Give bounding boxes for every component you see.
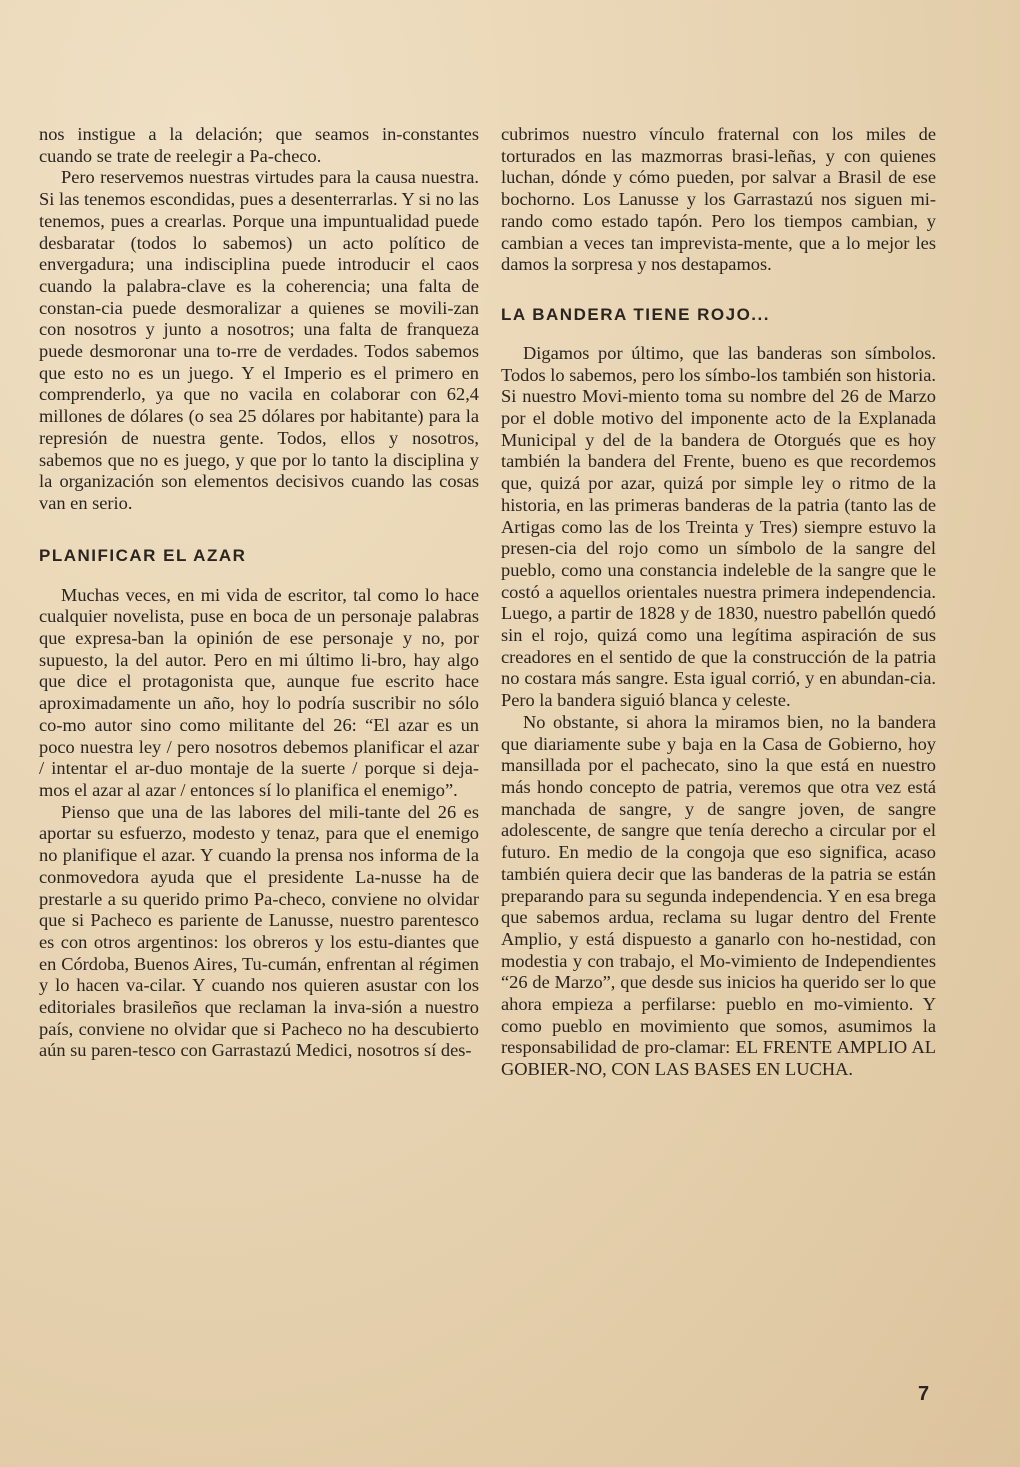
paragraph: cubrimos nuestro vínculo fraternal con los miles de torturados en las mazmorras brasi-leñas, y con quienes luchan, dónde y cómo pueden, por salvar a Brasil de ese bochorno. Los Lanusse y los Garrastazú nos siguen mi-rando como estado tapón. Pero los tiempos cambian, y cambian a veces tan imprevista-mente, que a lo mejor les damos la sorpresa y nos destapamos. bbox=[501, 124, 936, 275]
paragraph: Digamos por último, que las banderas son símbolos. Todos lo sabemos, pero los símbo-los también son historia. Si nuestro Movi-miento toma su nombre del 26 de Marzo por el doble motivo del imponente acto de la Explanada Municipal y del de la bandera de Otorgués que es hoy también la bandera del Frente, bueno es que recordemos que, quizá por azar, quizá por simple ley o ritmo de la historia, en las primeras banderas de la patria (tanto las de Artigas como las de los Treinta y Tres) siempre estuvo la presen-cia del rojo como un símbolo de la sangre del pueblo, como una constancia indeleble de la sangre que le costó a aquellos orientales nuestra primera independencia. Luego, a partir de 1828 y de 1830, nuestro pabellón quedó sin el rojo, quizá como una legítima aspiración de sus creadores en el sentido de que la construcción de la patria no costara más sangre. Esta igual corrió, y en abundan-cia. Pero la bandera siguió blanca y celeste. bbox=[501, 342, 936, 711]
section-heading: LA BANDERA TIENE ROJO... bbox=[501, 304, 770, 324]
paragraph: No obstante, si ahora la miramos bien, no la bandera que diariamente sube y baja en la Casa de Gobierno, hoy mansillada por el pachecato, sino la que está en nuestro más hondo concepto de patria, veremos que otra vez está manchada de sangre, y de sangre joven, de sangre adolescente, de sangre que tenía derecho a circular por el futuro. En medio de la congoja que eso significa, acaso también quiera decir que las banderas de la patria se están preparando para su segunda independencia. Y en esa brega que sabemos ardua, reclama su lugar dentro del Frente Amplio, y está dispuesto a ganarlo con ho-nestidad, con modestia y con trabajo, el Mo-vimiento de Independientes “26 de Marzo”, que desde sus inicios ha querido ser lo que ahora empieza a perfilarse: pueblo en mo-vimiento. Y como pueblo en movimiento que somos, asumimos la responsabilidad de pro-clamar: EL FRENTE AMPLIO AL GOBIER-NO, CON LAS BASES EN LUCHA. bbox=[501, 711, 936, 1080]
section-heading: PLANIFICAR EL AZAR bbox=[39, 545, 247, 565]
paragraph: Pero reservemos nuestras virtudes para la causa nuestra. Si las tenemos escondidas, pues a desenterrarlas. Y si no las tenemos, pues a crearlas. Porque una impuntualidad puede desbaratar (todos lo sabemos) un acto político de envergadura; una indisciplina puede introducir el caos cuando la palabra-clave es la coherencia; una falta de constan-cia puede desmoralizar a quienes se movili-zan con nosotros y junto a nosotros; una falta de franqueza puede desmoronar una to-rre de verdades. Todos sabemos que esto no es un juego. Y el Imperio es el primero en comprenderlo, ya que no vacila en colaborar con 62,4 millones de dólares (o sea 25 dólares por habitante) para la represión de nuestra gente. Todos, ellos y nosotros, sabemos que no es juego, y que por lo tanto la disciplina y la organización son elementos decisivos cuando las cosas van en serio. bbox=[39, 167, 479, 513]
paragraph: Pienso que una de las labores del mili-tante del 26 es aportar su esfuerzo, modesto y tenaz, para que el enemigo no planifique el azar. Y cuando la prensa nos informa de la conmovedora ayuda que el presidente La-nusse ha de prestarle a su querido primo Pa-checo, conviene no olvidar que si Pacheco es pariente de Lanusse, nuestro parentesco es con otros argentinos: los obreros y los estu-diantes que en Córdoba, Buenos Aires, Tu-cumán, enfrentan al régimen y lo hacen va-cilar. Y cuando nos quieren asustar con los editoriales brasileños que reclaman la inva-sión a nuestro país, conviene no olvidar que si Pacheco no ha descubierto aún su paren-tesco con Garrastazú Medici, nosotros sí des- bbox=[39, 801, 479, 1061]
paragraph: nos instigue a la delación; que seamos in-constantes cuando se trate de reelegir a Pa-checo. bbox=[39, 124, 479, 166]
left-column bbox=[39, 124, 479, 1062]
right-column bbox=[501, 124, 936, 1081]
page-number: 7 bbox=[918, 1383, 930, 1405]
paragraph: Muchas veces, en mi vida de escritor, tal como lo hace cualquier novelista, puse en boca de un personaje palabras que expresa-ban la opinión de ese personaje y no, por supuesto, la del autor. Pero en mi último li-bro, hay algo que dice el protagonista que, aunque fue escrito hace aproximadamente un año, hoy lo podría suscribir no sólo co-mo autor sino como militante del 26: “El azar es un poco nuestra ley / pero nosotros debemos planificar el azar / intentar el ar-duo montaje de la suerte / porque si deja-mos el azar al azar / entonces sí lo planifica el enemigo”. bbox=[39, 584, 479, 800]
